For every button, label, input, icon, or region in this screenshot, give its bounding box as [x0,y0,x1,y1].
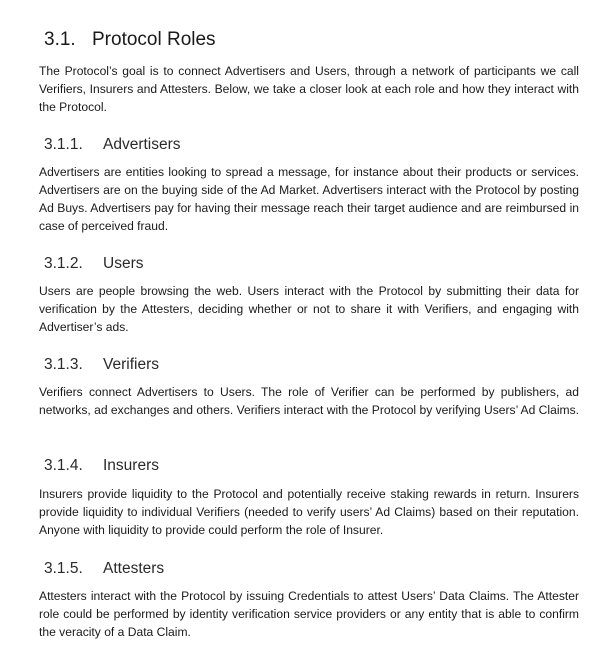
subsection-number: 3.1.4. [44,457,83,474]
section-number: 3.1. [44,29,76,50]
section-intro: The Protocol’s goal is to connect Advertisers and Users, through a network of participants we call Verifiers, Insurers and Attesters. Below, we take a closer look at each role and how they interact with the Protocol. [39,64,579,114]
subsection-body-insurers: Insurers provide liquidity to the Protocol and potentially receive staking rewards in return. Insurers provide liquidity to individual Verifiers (needed to verify users’ Ad Claims) based on their reputation. Anyone with liquidity to provide could perform the role of Insurer. [39,487,579,537]
subsection-number: 3.1.2. [44,255,83,272]
subsection-heading-verifiers [44,356,159,374]
subsection-heading-insurers [44,457,159,475]
subsection-heading-users [44,255,143,273]
section-title: Protocol Roles [92,29,216,50]
subsection-title: Advertisers [103,136,181,153]
subsection-number: 3.1.3. [44,356,83,373]
subsection-body-verifiers: Verifiers connect Advertisers to Users. The role of Verifier can be performed by publishers, ad networks, ad exchanges and others. Verifiers interact with the Protocol by verifying Users’ Ad Claims. [39,385,579,417]
subsection-number: 3.1.5. [44,560,83,577]
subsection-title: Insurers [103,457,159,474]
subsection-title: Attesters [103,560,165,577]
subsection-title: Verifiers [103,356,159,373]
subsection-heading-advertisers [44,136,181,154]
subsection-heading-attesters [44,560,164,578]
section-heading [44,29,216,51]
subsection-title: Users [103,255,144,272]
subsection-number: 3.1.1. [44,136,83,153]
subsection-body-users: Users are people browsing the web. Users interact with the Protocol by submitting their data for verification by the Attesters, deciding whether or not to share it with Verifiers, and engaging with Advertiser’s ads. [39,284,579,334]
subsection-body-attesters: Attesters interact with the Protocol by issuing Credentials to attest Users’ Data Claims. The Attester role could be performed by identity verification service providers or any entity that is able to confirm the veracity of a Data Claim. [39,589,579,639]
subsection-body-advertisers: Advertisers are entities looking to spread a message, for instance about their products or services. Advertisers are on the buying side of the Ad Market. Advertisers interact with the Protocol by posting Ad Buys. Advertisers pay for having their message reach their target audience and are reimbursed in case of perceived fraud. [39,165,579,233]
